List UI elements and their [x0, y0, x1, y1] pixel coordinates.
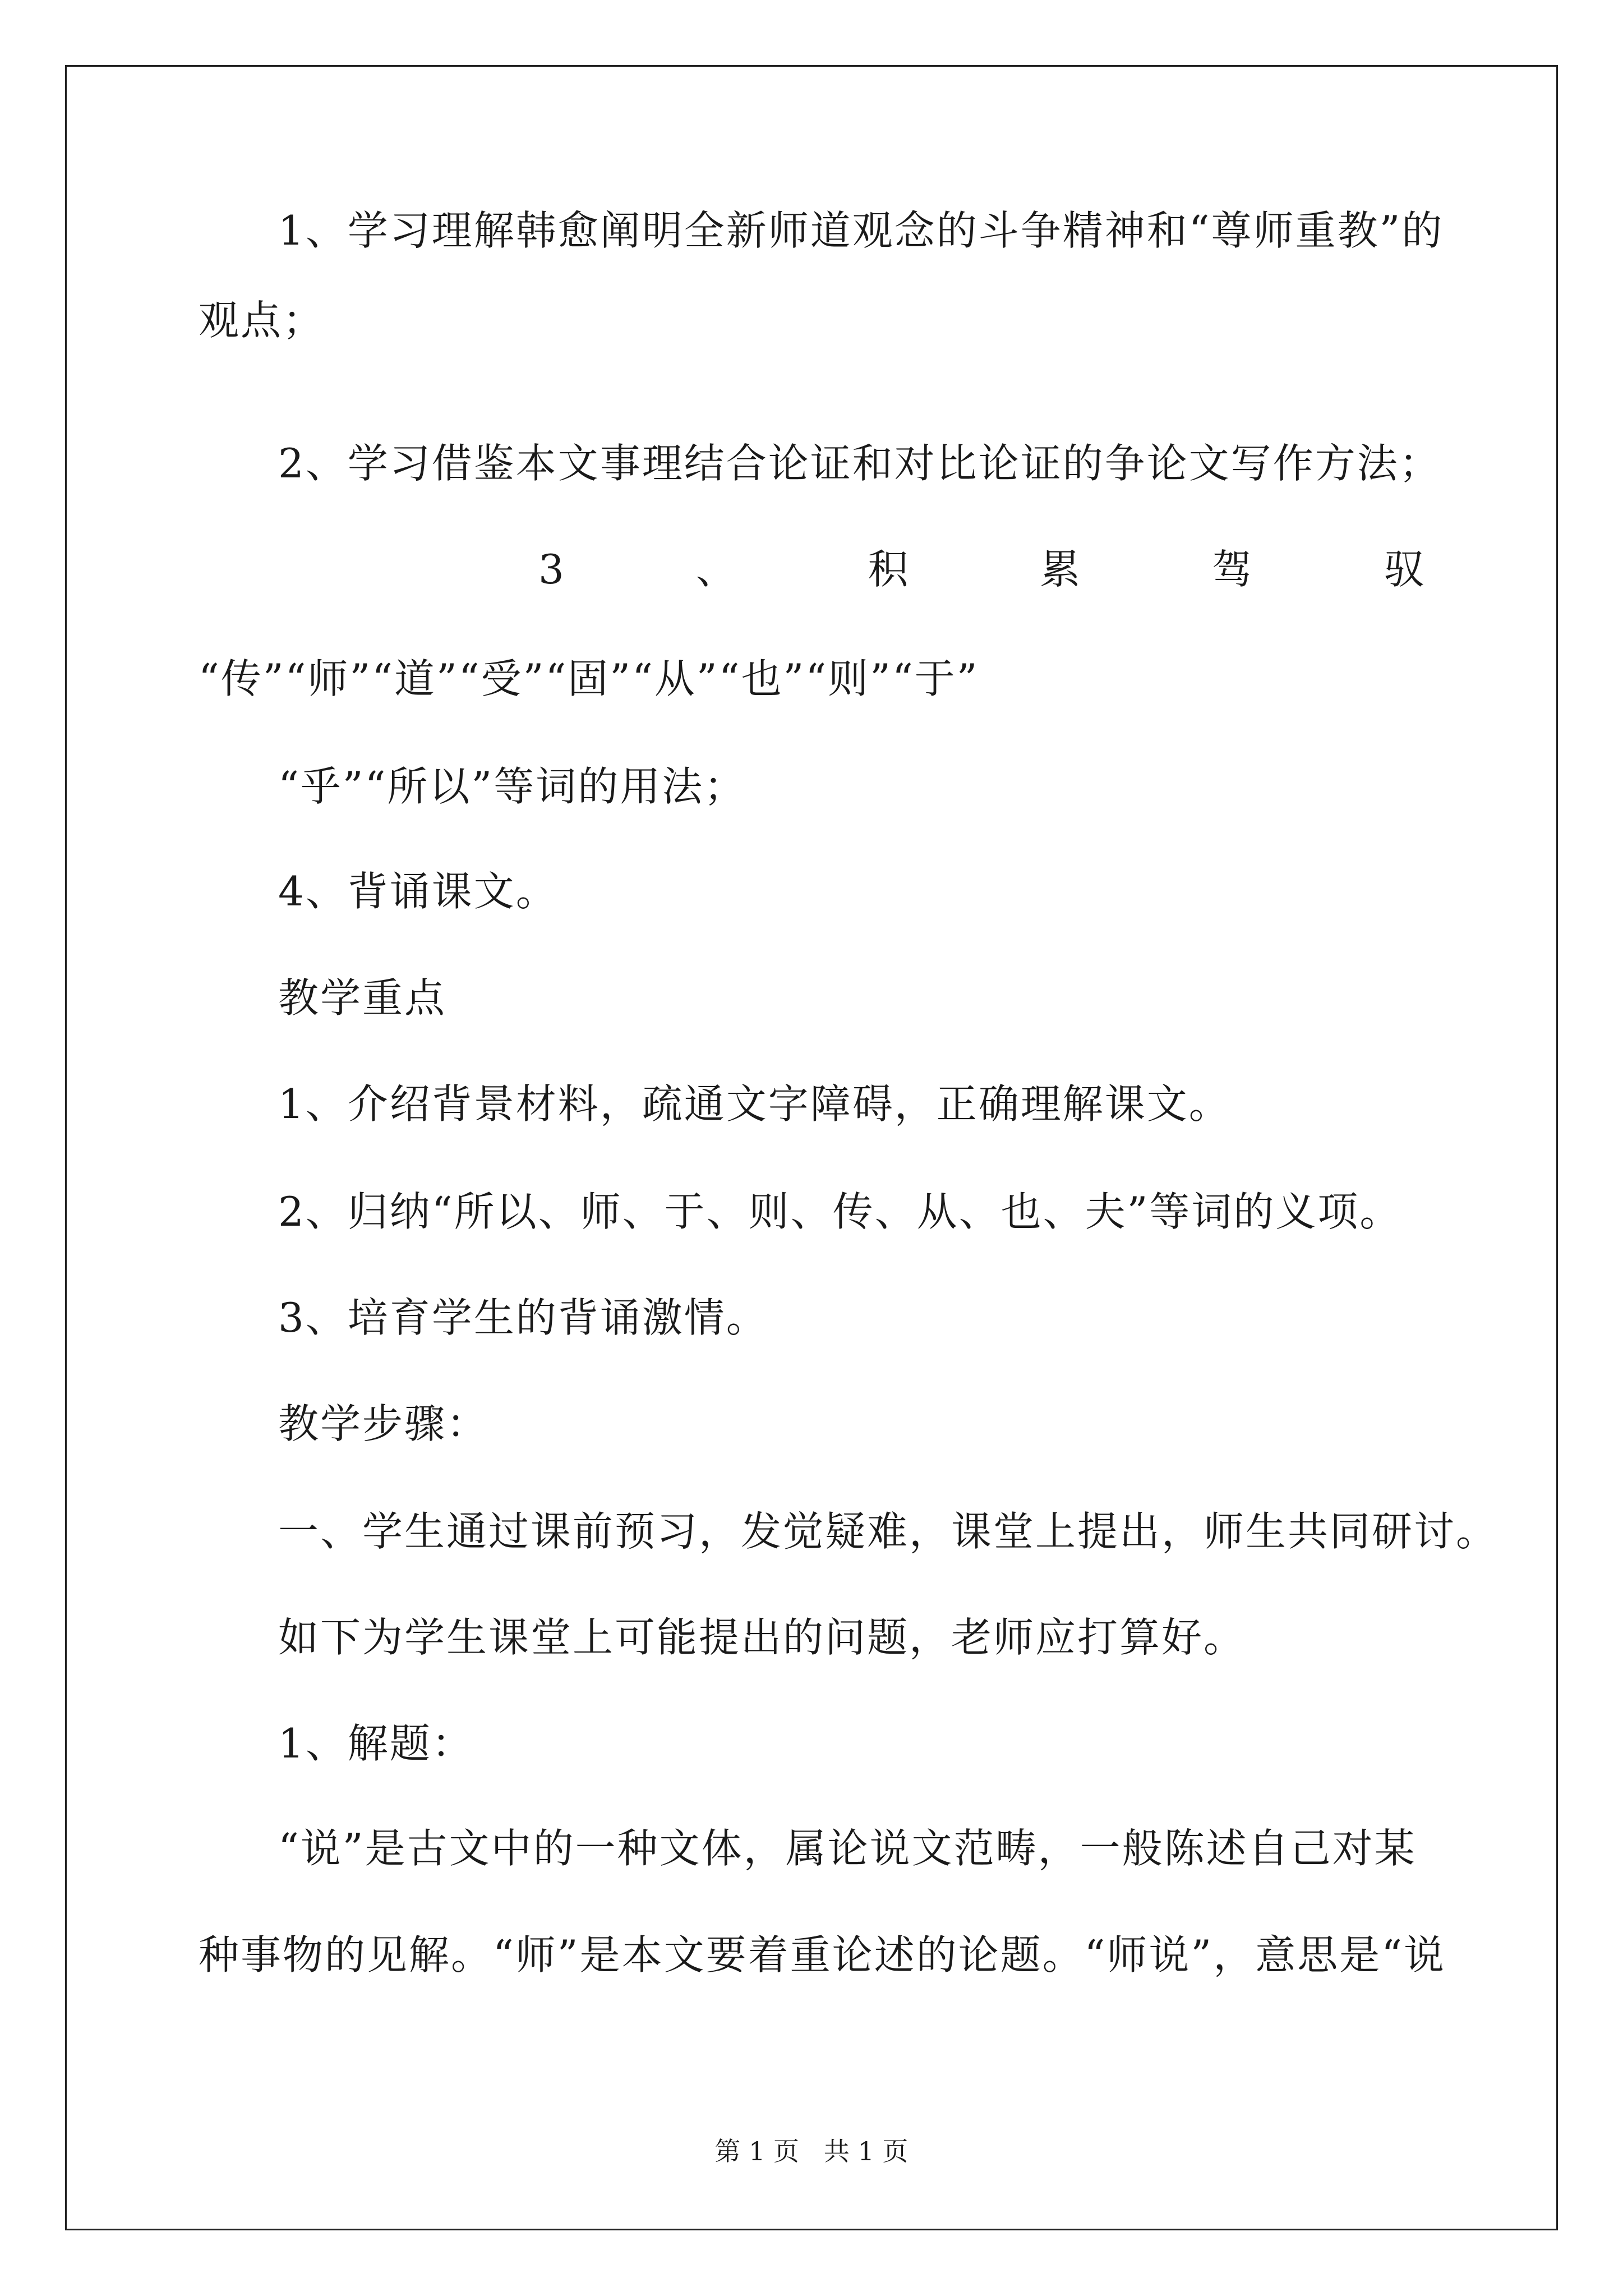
key-point-2: 2、归纳“所以、师、于、则、传、从、也、夫”等词的义项。 [278, 1188, 1402, 1235]
objective-1-line-2: 观点； [199, 297, 325, 344]
paragraph-line-2: 种事物的见解。“师”是本文要着重论述的论题。“师说”，意思是“说 [199, 1931, 1446, 1978]
sub-step-1: 1、解题： [278, 1720, 474, 1767]
key-point-3: 3、培育学生的背诵激情。 [278, 1294, 768, 1341]
step-1: 一、学生通过课前预习，发觉疑难，课堂上提出，师生共同研讨。 [278, 1508, 1498, 1555]
key-points-heading: 教学重点 [278, 974, 447, 1022]
objective-3-char: 累 [1040, 546, 1081, 593]
objective-3-char: 3 [538, 546, 564, 593]
objective-3-line-1 [538, 544, 1424, 595]
paragraph-line-1: “说”是古文中的一种文体，属论说文范畴，一般陈述自己对某 [278, 1825, 1417, 1872]
objective-1-line-1: 1、学习理解韩愈阐明全新师道观念的斗争精神和“尊师重教”的 [278, 207, 1444, 254]
page-border [65, 65, 1558, 2230]
steps-intro: 如下为学生课堂上可能提出的问题，老师应打算好。 [278, 1614, 1246, 1661]
page-footer: 第 1 页 共 1 页 [714, 2136, 909, 2166]
key-point-1: 1、介绍背景材料，疏通文字障碍，正确理解课文。 [278, 1080, 1231, 1128]
objective-3-line-3: “乎”“所以”等词的用法； [278, 763, 746, 810]
objective-4: 4、背诵课文。 [278, 868, 558, 915]
steps-heading: 教学步骤： [278, 1400, 489, 1447]
objective-3-char: 驾 [1212, 546, 1253, 593]
objective-3-char: 积 [868, 546, 909, 593]
objective-3-line-2: “传”“师”“道”“受”“固”“从”“也”“则”“于” [199, 655, 979, 702]
objective-3-char: 驭 [1384, 546, 1424, 593]
objective-3-char: 、 [695, 546, 736, 593]
objective-2: 2、学习借鉴本文事理结合论证和对比论证的争论文写作方法； [278, 440, 1441, 487]
